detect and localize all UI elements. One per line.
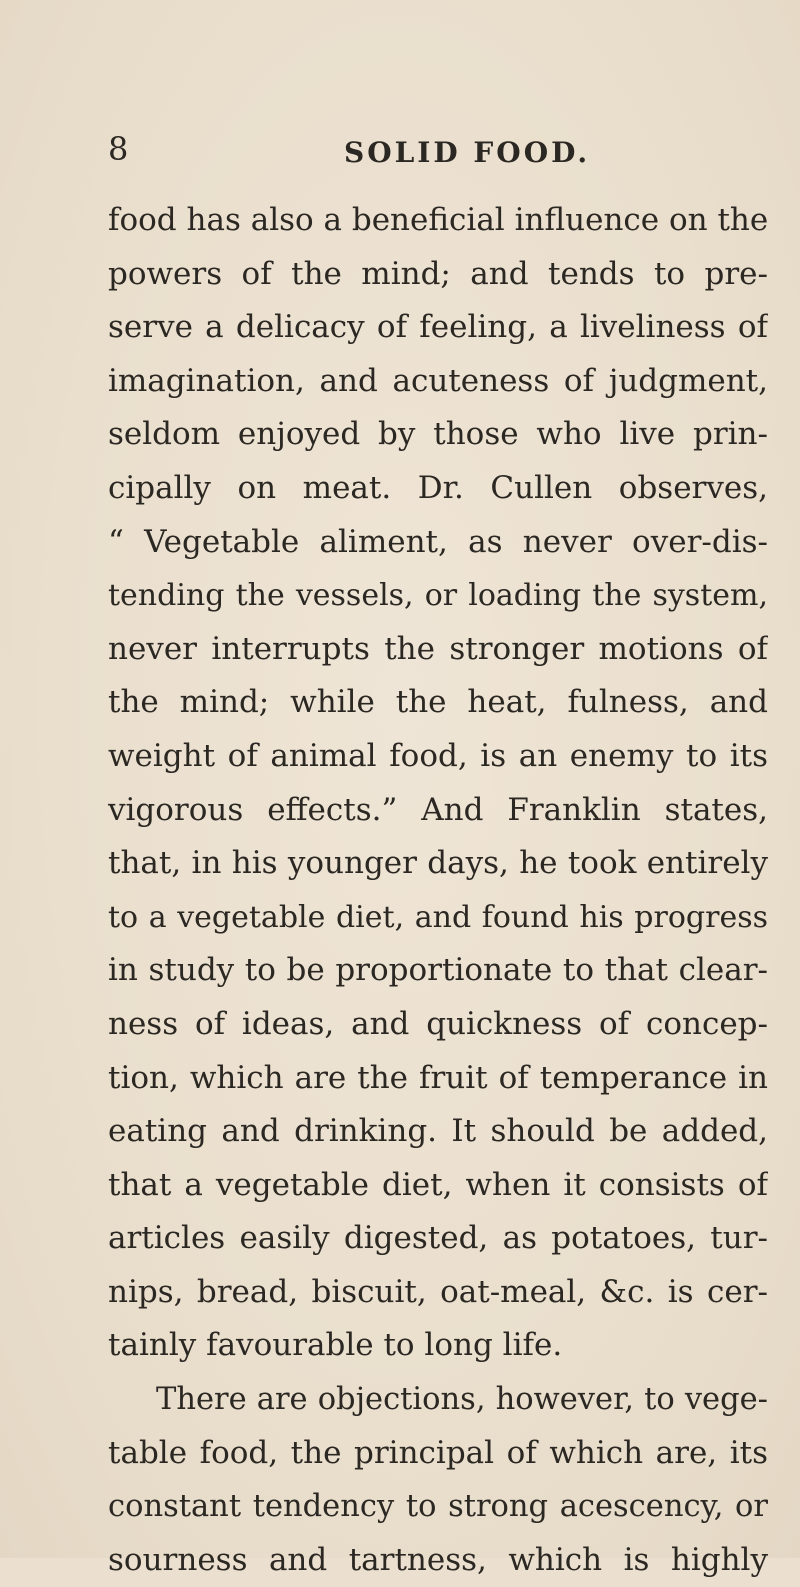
text-line: ness of ideas, and quickness of concep- xyxy=(108,1005,768,1042)
text-line: to a vegetable diet, and found his progress xyxy=(108,899,768,935)
page-header xyxy=(0,126,800,176)
text-line: never interrupts the stronger motions of xyxy=(108,630,768,667)
text-line: that, in his younger days, he took entirely xyxy=(108,845,768,882)
text-line: constant tendency to strong acescency, or xyxy=(108,1489,768,1525)
text-line: that a vegetable diet, when it consists of xyxy=(108,1166,768,1203)
text-line: in study to be proportionate to that clear- xyxy=(108,952,768,989)
paragraph-start-line: There are objections, however, to vege- xyxy=(156,1382,768,1418)
page-number: 8 xyxy=(108,130,130,168)
text-line: “ Vegetable aliment, as never over-dis- xyxy=(108,523,768,560)
text-line: cipally on meat. Dr. Cullen observes, xyxy=(108,469,768,506)
body-text xyxy=(108,194,768,1587)
text-line: tending the vessels, or loading the system, xyxy=(108,578,768,614)
text-line: eating and drinking. It should be added, xyxy=(108,1113,768,1150)
text-line: nips, bread, biscuit, oat-meal, &c. is cer- xyxy=(108,1273,768,1310)
text-line: vigorous effects.” And Franklin states, xyxy=(108,791,768,828)
text-line: table food, the principal of which are, its xyxy=(108,1434,768,1471)
text-line: sourness and tartness, which is highly xyxy=(108,1541,768,1578)
text-line: food has also a beneficial influence on the xyxy=(108,202,768,238)
text-line: the mind; while the heat, fulness, and xyxy=(108,684,768,721)
paragraph-end-line: tainly favourable to long life. xyxy=(108,1327,563,1364)
text-line: imagination, and acuteness of judgment, xyxy=(108,362,768,399)
text-line: articles easily digested, as potatoes, tur- xyxy=(108,1220,768,1257)
text-line: tion, which are the fruit of temperance in xyxy=(108,1059,768,1096)
text-line: powers of the mind; and tends to pre- xyxy=(108,255,768,292)
text-line: weight of animal food, is an enemy to its xyxy=(108,737,768,774)
running-title: SOLID FOOD. xyxy=(344,136,591,169)
text-line: serve a delicacy of feeling, a liveliness of xyxy=(108,309,768,346)
text-line: seldom enjoyed by those who live prin- xyxy=(108,416,768,453)
